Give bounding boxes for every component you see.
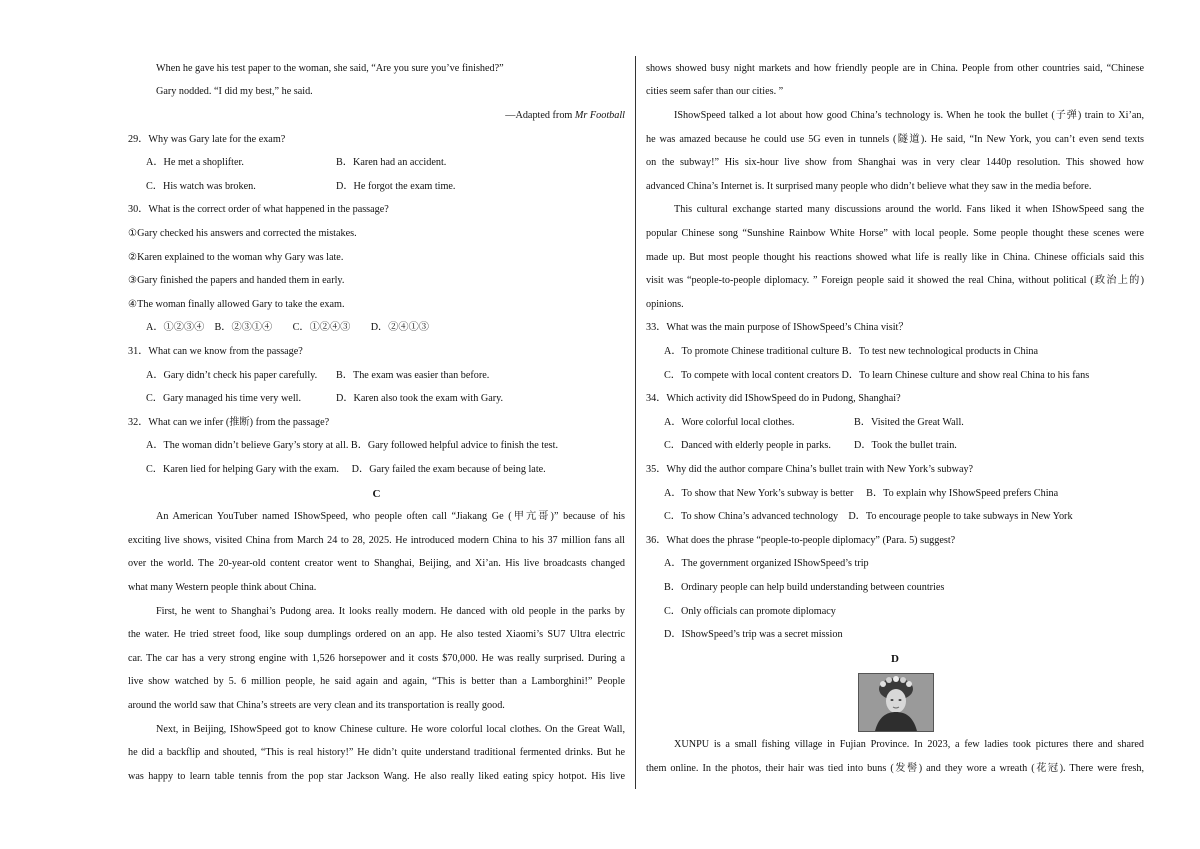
passage-line: what many Western people think about China. xyxy=(128,582,317,593)
section-heading-c: C xyxy=(372,488,381,500)
passage-line: he did a backflip and shouted, “This is real history!” He didn’t quite understand traditional fermented drinks. But he xyxy=(128,747,625,758)
passage-line: made up. But most people thought his reactions showed what life is really like in China. Chinese officials said this xyxy=(646,252,1144,263)
passage-line: XUNPU is a small fishing village in Fujian Province. In 2023, a few ladies took pictures there and shared xyxy=(674,739,1144,750)
question-34-options-cd: C．Danced with elderly people in parks. D．Took the bullet train. xyxy=(664,440,957,451)
passage-line: was happy to learn table tennis from the pop star Jackson Wang. He also really liked eating spicy hotpot. His live xyxy=(128,771,625,782)
question-33-options-cd: C．To compete with local content creators D．To learn Chinese culture and show real China to his fans xyxy=(664,370,1090,381)
question-29-options-ab: A．He met a shoplifter. B．Karen had an accident. xyxy=(146,157,447,168)
passage-line: advanced China’s Internet is. It surprised many people who didn’t believe what they saw in the media before. xyxy=(646,181,1092,192)
passage-line: Next, in Beijing, IShowSpeed got to know Chinese culture. He wore colorful local clothes. On the Great Wall, xyxy=(156,724,625,735)
question-34-options-ab: A．Wore colorful local clothes. B．Visited the Great Wall. xyxy=(664,417,964,428)
source-citation: —Adapted from Mr Football xyxy=(505,110,625,121)
passage-line: This cultural exchange started many discussions around the world. Fans liked it when IShowSpeed sang the xyxy=(674,204,1144,215)
question-31-options-cd: C．Gary managed his time very well. D．Karen also took the exam with Gary. xyxy=(146,393,504,404)
question-31: 31．What can we know from the passage? xyxy=(128,346,303,357)
passage-line: visit was “people-to-people diplomacy. ” Foreign people said it showed the real China, without political (政治上的) xyxy=(646,275,1144,286)
passage-line: around the world saw that China’s streets are very clean and its transportation is really good. xyxy=(128,700,505,711)
passage-line: live show watched by 5. 6 million people, he said again and again, “This is better than a Lamborghini!” People xyxy=(128,676,625,687)
section-heading-d: D xyxy=(891,653,899,665)
question-30-event-4: ④The woman finally allowed Gary to take the exam. xyxy=(128,299,345,310)
question-35: 35．Why did the author compare China’s bullet train with New York’s subway? xyxy=(646,464,974,475)
question-30: 30．What is the correct order of what happened in the passage? xyxy=(128,204,389,215)
question-30-event-3: ③Gary finished the papers and handed them in early. xyxy=(128,275,345,286)
passage-line: When he gave his test paper to the woman, she said, “Are you sure you’ve finished?” xyxy=(156,63,504,74)
question-30-options: A．①②③④ B．②③①④ C．①②④③ D．②④①③ xyxy=(146,322,429,333)
passage-line: First, he went to Shanghai’s Pudong area. It looks really modern. He danced with old people in the parks by xyxy=(156,606,625,617)
passage-line: Gary nodded. “I did my best,” he said. xyxy=(156,86,313,97)
question-29-options-cd: C．His watch was broken. D．He forgot the exam time. xyxy=(146,181,456,192)
question-31-options-ab: A．Gary didn’t check his paper carefully. B．The exam was easier than before. xyxy=(146,370,490,381)
question-32: 32．What can we infer (推断) from the passage? xyxy=(128,417,330,428)
passage-line: exciting live shows, visited China from March 24 to 28, 2025. He introduced modern China to his 37 million fans all xyxy=(128,535,625,546)
passage-line: on the subway!” His six-hour live show from Shanghai was in very clear 1440p resolution. This showed how xyxy=(646,157,1144,168)
question-33: 33．What was the main purpose of IShowSpeed’s China visit？ xyxy=(646,322,909,333)
column-divider xyxy=(635,56,636,789)
passage-line: opinions. xyxy=(646,299,684,310)
question-36-option-c: C．Only officials can promote diplomacy xyxy=(664,606,836,617)
passage-line: popular Chinese song “Sunshine Rainbow White Horse” with local people. Some people thought these scenes were xyxy=(646,228,1144,239)
question-30-event-1: ①Gary checked his answers and corrected the mistakes. xyxy=(128,228,357,239)
passage-line: he was amazed because he could use 5G even in tunnels (隧道). He said, “In New York, you can’t even send texts xyxy=(646,134,1144,145)
question-36-option-b: B．Ordinary people can help build understanding between countries xyxy=(664,582,945,593)
question-32-options-ab: A．The woman didn’t believe Gary’s story at all. B．Gary followed helpful advice to finish the test. xyxy=(146,440,559,451)
passage-line: the water. He tried street food, like soup dumplings ordered on an app. He also tested Xiaomi’s SU7 Ultra electric xyxy=(128,629,625,640)
question-33-options-ab: A．To promote Chinese traditional culture B．To test new technological products in China xyxy=(664,346,1039,357)
question-30-event-2: ②Karen explained to the woman why Gary was late. xyxy=(128,252,344,263)
question-32-options-cd: C．Karen lied for helping Gary with the exam. D．Gary failed the exam because of being late. xyxy=(146,464,546,475)
question-36-option-d: D．IShowSpeed’s trip was a secret mission xyxy=(664,629,843,640)
passage-photo xyxy=(858,673,934,732)
passage-line: IShowSpeed talked a lot about how good China’s technology is. When he took the bullet (子弹) train to Xi’an, xyxy=(674,110,1144,121)
question-34: 34．Which activity did IShowSpeed do in Pudong, Shanghai? xyxy=(646,393,901,404)
passage-line: cities seem safer than our cities. ” xyxy=(646,86,784,97)
question-36-option-a: A．The government organized IShowSpeed’s trip xyxy=(664,558,869,569)
passage-line: An American YouTuber named IShowSpeed, who people often call “Jiakang Ge (甲亢哥)” because of his xyxy=(156,511,625,522)
question-29: 29．Why was Gary late for the exam? xyxy=(128,134,286,145)
passage-line: car. The car has a very strong engine with 1,526 horsepower and it costs $70,000. He was really surprised. During a xyxy=(128,653,625,664)
question-36: 36．What does the phrase “people-to-people diplomacy” (Para. 5) suggest? xyxy=(646,535,956,546)
passage-line: them online. In the photos, their hair was tied into buns (发髻) and they wore a wreath (花冠). There were fresh, xyxy=(646,763,1144,774)
question-35-options-ab: A．To show that New York’s subway is better B．To explain why IShowSpeed prefers China xyxy=(664,488,1059,499)
woman-with-wreath-photo xyxy=(859,674,933,731)
passage-line: over the world. The 20-year-old content creator went to Shanghai, Beijing, and Xi’an. His live broadcasts changed xyxy=(128,558,625,569)
passage-line: shows showed busy night markets and how friendly people are in China. People from other countries said, “Chinese xyxy=(646,63,1144,74)
question-35-options-cd: C．To show China’s advanced technology D．To encourage people to take subways in New York xyxy=(664,511,1073,522)
source-title: Mr Football xyxy=(574,110,625,121)
